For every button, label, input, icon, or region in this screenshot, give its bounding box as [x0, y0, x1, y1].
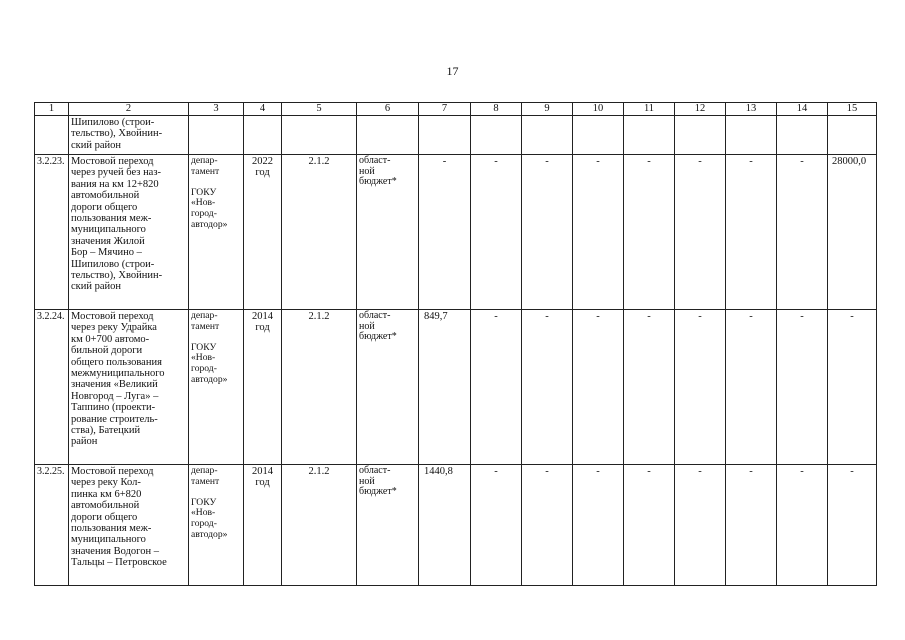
- item-value: -: [726, 155, 777, 310]
- item-value: -: [828, 465, 877, 586]
- item-executor: депар- тамент ГОКУ «Нов- город- автодор»: [189, 155, 244, 310]
- column-header: 13: [726, 103, 777, 116]
- column-header: 5: [282, 103, 357, 116]
- item-value: [675, 116, 726, 155]
- item-value: 28000,0: [828, 155, 877, 310]
- item-value: -: [726, 310, 777, 465]
- item-year: [244, 116, 282, 155]
- item-number: 3.2.23.: [35, 155, 69, 310]
- item-funding-source: област- ной бюджет*: [357, 310, 419, 465]
- column-header: 7: [419, 103, 471, 116]
- item-value: -: [522, 310, 573, 465]
- item-value: [828, 116, 877, 155]
- item-value: -: [777, 155, 828, 310]
- item-executor: депар- тамент ГОКУ «Нов- город- автодор»: [189, 465, 244, 586]
- item-number: 3.2.25.: [35, 465, 69, 586]
- table-row: [35, 155, 877, 310]
- item-value: -: [624, 465, 675, 586]
- item-name: Мостовой переход через реку Кол- пинка км 6+820 автомобильной дороги общего пользования меж- муниципального значения Водогон – Тальцы – Петровское: [69, 465, 189, 586]
- item-funding-source: област- ной бюджет*: [357, 465, 419, 586]
- item-year: 2014 год: [244, 465, 282, 586]
- item-executor: [189, 116, 244, 155]
- column-header: 15: [828, 103, 877, 116]
- item-year: 2014 год: [244, 310, 282, 465]
- item-number: [35, 116, 69, 155]
- column-header: 14: [777, 103, 828, 116]
- item-value: [419, 116, 471, 155]
- program-table: [34, 102, 877, 586]
- item-value: -: [471, 465, 522, 586]
- column-header: 8: [471, 103, 522, 116]
- item-target-code: 2.1.2: [282, 465, 357, 586]
- item-value: -: [471, 155, 522, 310]
- item-name: Шипилово (строи- тельство), Хвойнин- ский район: [69, 116, 189, 155]
- column-header: 10: [573, 103, 624, 116]
- page-number: 17: [446, 64, 459, 78]
- item-value: [777, 116, 828, 155]
- item-executor: депар- тамент ГОКУ «Нов- город- автодор»: [189, 310, 244, 465]
- column-header: 11: [624, 103, 675, 116]
- column-header: 6: [357, 103, 419, 116]
- column-header: 2: [69, 103, 189, 116]
- item-target-code: 2.1.2: [282, 310, 357, 465]
- item-value: -: [522, 155, 573, 310]
- item-value: -: [624, 310, 675, 465]
- item-target-code: 2.1.2: [282, 155, 357, 310]
- column-header: 12: [675, 103, 726, 116]
- item-value: [624, 116, 675, 155]
- item-value: 1440,8: [419, 465, 471, 586]
- item-value: -: [573, 465, 624, 586]
- table-row: [35, 310, 877, 465]
- item-target-code: [282, 116, 357, 155]
- column-header: 3: [189, 103, 244, 116]
- item-value: 849,7: [419, 310, 471, 465]
- item-value: -: [777, 465, 828, 586]
- item-value: -: [573, 155, 624, 310]
- column-header: 1: [35, 103, 69, 116]
- item-value: [522, 116, 573, 155]
- item-value: [471, 116, 522, 155]
- item-value: -: [675, 310, 726, 465]
- item-value: -: [419, 155, 471, 310]
- item-number: 3.2.24.: [35, 310, 69, 465]
- column-number-row: [35, 103, 877, 116]
- item-value: -: [675, 465, 726, 586]
- table-row: [35, 116, 877, 155]
- item-value: -: [573, 310, 624, 465]
- item-value: -: [471, 310, 522, 465]
- item-value: -: [624, 155, 675, 310]
- item-year: 2022 год: [244, 155, 282, 310]
- item-value: -: [726, 465, 777, 586]
- item-funding-source: област- ной бюджет*: [357, 155, 419, 310]
- item-value: [573, 116, 624, 155]
- item-funding-source: [357, 116, 419, 155]
- table-row: [35, 465, 877, 586]
- item-value: -: [777, 310, 828, 465]
- item-name: Мостовой переход через реку Удрайка км 0+700 автомо- бильной дороги общего пользования межмуниципального значения «Великий Новгород – Луга» – Таппино (проекти- рование строитель- ства), Батецкий район: [69, 310, 189, 465]
- column-header: 9: [522, 103, 573, 116]
- item-value: [726, 116, 777, 155]
- item-value: -: [828, 310, 877, 465]
- column-header: 4: [244, 103, 282, 116]
- item-name: Мостовой переход через ручей без наз- вания на км 12+820 автомобильной дороги общего пользования меж- муниципального значения Жилой Бор – Мячино – Шипилово (строи- тельство), Хвойнин- ский район: [69, 155, 189, 310]
- item-value: -: [522, 465, 573, 586]
- item-value: -: [675, 155, 726, 310]
